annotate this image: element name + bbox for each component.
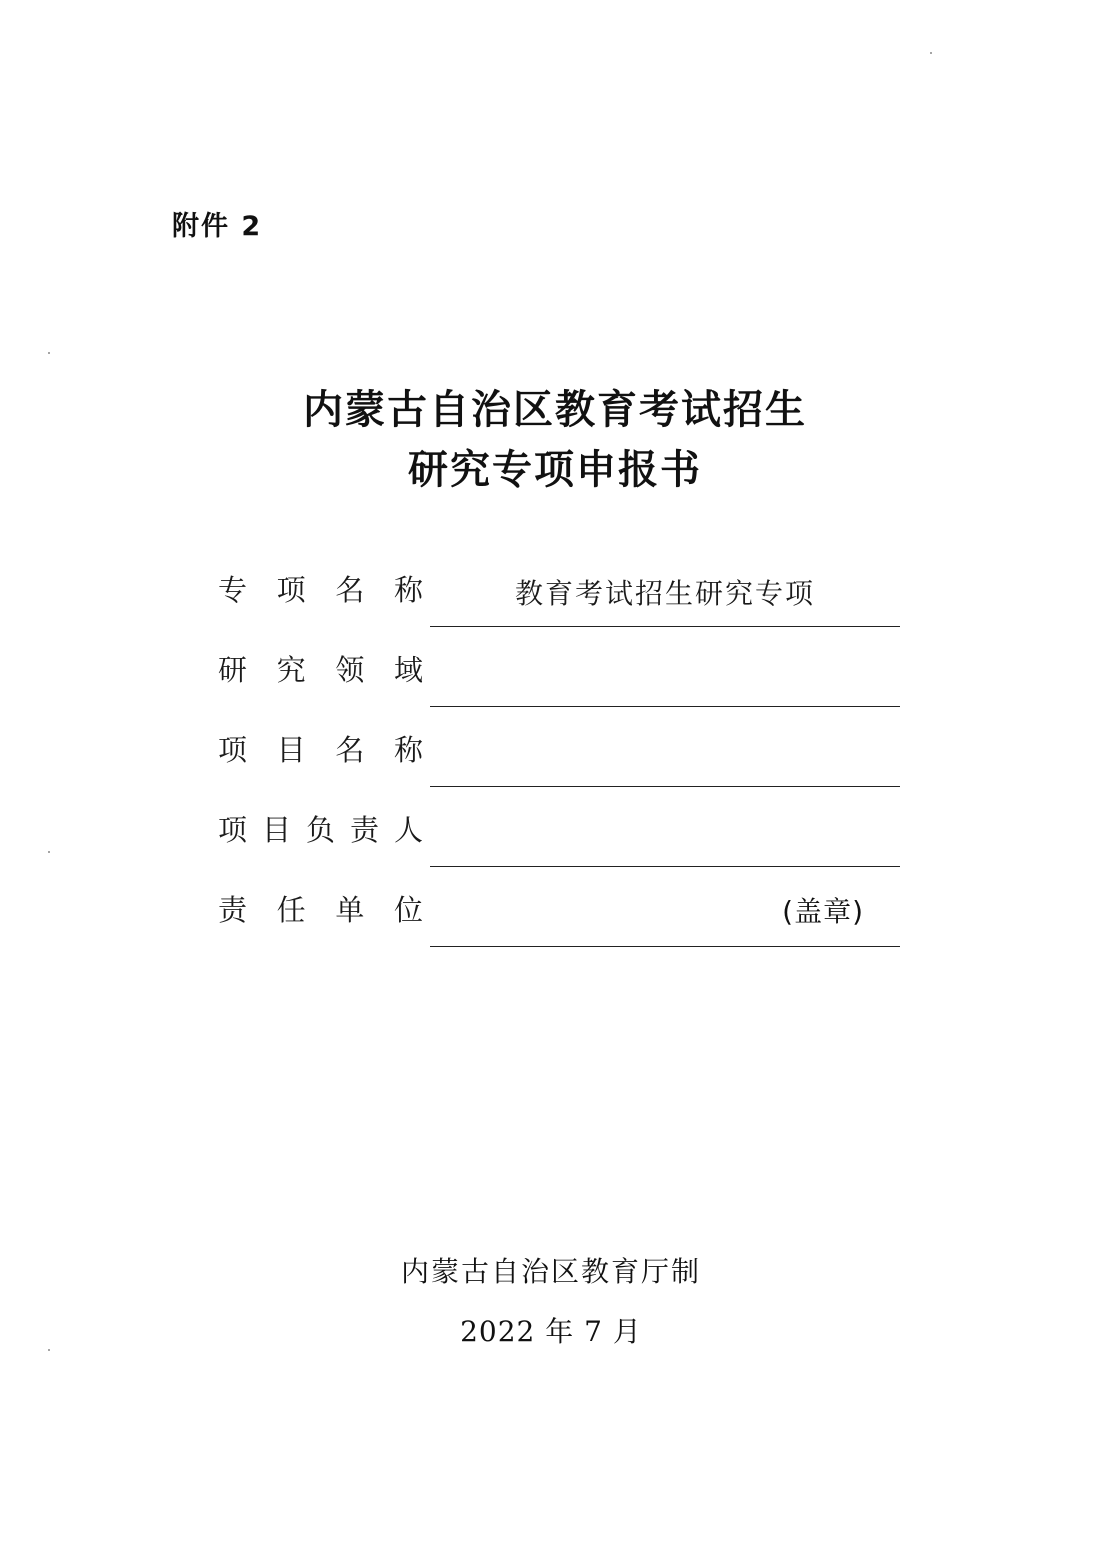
- field-label-responsible-unit: [218, 888, 423, 929]
- field-label-special-project-name: [218, 568, 423, 609]
- label-char: 名: [335, 573, 365, 607]
- label-char: 责: [349, 813, 379, 847]
- field-value-project-name[interactable]: [430, 732, 900, 784]
- underline: [430, 866, 900, 867]
- field-label-research-field: [218, 648, 423, 689]
- label-char: 项: [218, 733, 248, 767]
- form-row-research-field: [218, 648, 900, 708]
- underline: [430, 946, 900, 947]
- label-char: 项: [276, 573, 306, 607]
- field-value-research-field[interactable]: [430, 652, 900, 704]
- label-char: 究: [276, 653, 306, 687]
- label-char: 目: [261, 813, 291, 847]
- issue-date: 2022 年 7 月: [460, 1315, 642, 1348]
- label-char: 项: [218, 813, 248, 847]
- form-row-project-name: [218, 728, 900, 788]
- underline: [430, 786, 900, 787]
- scan-speck: [48, 352, 50, 354]
- scan-speck: [48, 1349, 50, 1351]
- seal-note: (盖章): [782, 895, 864, 928]
- label-char: 目: [276, 733, 306, 767]
- attachment-label: 附件 2: [172, 211, 263, 242]
- label-char: 称: [393, 573, 423, 607]
- underline: [430, 626, 900, 627]
- issuer: 内蒙古自治区教育厅制: [400, 1255, 701, 1288]
- document-title-line-1: 内蒙古自治区教育考试招生: [303, 386, 807, 433]
- underline: [430, 706, 900, 707]
- field-value-special-project-name[interactable]: 教育考试招生研究专项: [514, 577, 815, 610]
- label-char: 研: [218, 653, 248, 687]
- label-char: 负: [305, 813, 335, 847]
- label-char: 责: [218, 893, 248, 927]
- field-value-project-leader[interactable]: [430, 812, 900, 864]
- document-title-line-2: 研究专项申报书: [408, 446, 702, 493]
- label-char: 名: [335, 733, 365, 767]
- label-char: 位: [393, 893, 423, 927]
- form-row-project-leader: [218, 808, 900, 868]
- label-char: 领: [335, 653, 365, 687]
- form-row-special-project-name: [218, 568, 900, 628]
- scan-speck: [930, 52, 932, 54]
- field-label-project-leader: [218, 808, 423, 849]
- label-char: 人: [393, 813, 423, 847]
- scan-speck: [48, 851, 50, 853]
- form-row-responsible-unit: [218, 888, 900, 948]
- label-char: 称: [393, 733, 423, 767]
- field-label-project-name: [218, 728, 423, 769]
- label-char: 单: [335, 893, 365, 927]
- label-char: 任: [276, 893, 306, 927]
- label-char: 域: [393, 653, 423, 687]
- label-char: 专: [218, 573, 248, 607]
